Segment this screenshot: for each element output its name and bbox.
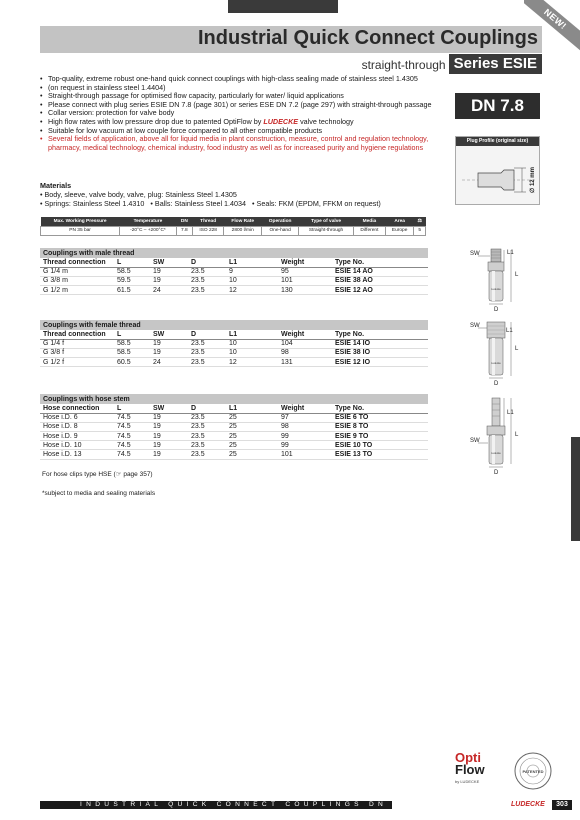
table-cell: 98 xyxy=(278,422,332,431)
table-cell: 23.5 xyxy=(188,450,226,459)
table-row xyxy=(40,339,428,348)
footer-brand: LUDECKE xyxy=(511,801,545,808)
spec-value: -20°C – +200°C* xyxy=(120,226,177,235)
type-number: ESIE 12 AO xyxy=(332,286,428,295)
spec-header: Max. Working Pressure xyxy=(41,217,120,226)
table-cell: 99 xyxy=(278,432,332,441)
column-header: L xyxy=(114,330,150,339)
label-l: L xyxy=(515,346,519,352)
plug-profile-drawing xyxy=(456,146,541,205)
label-sw: SW xyxy=(470,438,480,444)
page-title: Industrial Quick Connect Couplings xyxy=(197,27,538,49)
table-cell: 19 xyxy=(150,413,188,422)
title-bar xyxy=(40,26,542,53)
table-cell: Hose i.D. 9 xyxy=(40,432,114,441)
table-cell: 98 xyxy=(278,348,332,357)
table-cell: 19 xyxy=(150,339,188,348)
table-cell: 25 xyxy=(226,450,278,459)
spec-header: Operation xyxy=(262,217,299,226)
engraving-label: Ludecke xyxy=(491,452,501,455)
table-cell: 74.5 xyxy=(114,432,150,441)
table-cell: 131 xyxy=(278,358,332,367)
table-cell: 12 xyxy=(226,358,278,367)
table-cell: 19 xyxy=(150,276,188,285)
new-badge-label: NEW! xyxy=(524,0,580,54)
table-cell: 10 xyxy=(226,348,278,357)
engraving-label: Ludecke xyxy=(491,362,501,365)
column-header: Weight xyxy=(278,404,332,413)
table-cell: 74.5 xyxy=(114,422,150,431)
table-cell: G 1/2 m xyxy=(40,286,114,295)
dn-badge: DN 7.8 xyxy=(455,93,540,119)
label-l1: L1 xyxy=(506,328,513,334)
section-title: Couplings with female thread xyxy=(40,320,428,330)
label-d: D xyxy=(494,470,499,476)
column-header: D xyxy=(188,404,226,413)
spec-value: Straight-through xyxy=(299,226,354,235)
spec-header: Type of valve xyxy=(299,217,354,226)
table-header-row xyxy=(40,258,428,267)
table-cell: G 1/4 f xyxy=(40,339,114,348)
table-cell: 12 xyxy=(226,286,278,295)
subtitle: straight-through xyxy=(361,58,446,72)
type-number: ESIE 38 IO xyxy=(332,348,428,357)
spec-value: Different xyxy=(353,226,385,235)
table-cell: 23.5 xyxy=(188,339,226,348)
table-cell: 19 xyxy=(150,422,188,431)
type-number: ESIE 14 AO xyxy=(332,267,428,276)
table-cell: 58.5 xyxy=(114,267,150,276)
table-cell: 23.5 xyxy=(188,432,226,441)
table-cell: G 1/4 m xyxy=(40,267,114,276)
table-cell: 99 xyxy=(278,441,332,450)
table-cell: 74.5 xyxy=(114,441,150,450)
type-number: ESIE 9 TO xyxy=(332,432,428,441)
hose-clip-note: For hose clips type HSE (☞ page 357) xyxy=(42,471,153,478)
table-cell: 23.5 xyxy=(188,348,226,357)
table-row xyxy=(40,286,428,295)
type-number: ESIE 38 AO xyxy=(332,276,428,285)
feature-tail: valve technology xyxy=(298,116,354,126)
spec-value: 7.8 xyxy=(176,226,192,235)
plug-profile-panel xyxy=(455,136,540,205)
column-header: Type No. xyxy=(332,404,428,413)
spec-value: ISO 228 xyxy=(192,226,223,235)
table-cell: 24 xyxy=(150,286,188,295)
spec-header: Temperature xyxy=(120,217,177,226)
spec-value: 5 xyxy=(414,226,426,235)
table-cell: 23.5 xyxy=(188,358,226,367)
table-cell: 24 xyxy=(150,358,188,367)
materials-springs: • Springs: Stainless Steel 1.4310 xyxy=(40,199,144,208)
female-coupling-drawing xyxy=(470,318,536,386)
feature-item: • Collar version: protection for valve body xyxy=(40,109,440,118)
plug-profile-header: Plug Profile (original size) xyxy=(456,137,539,146)
table-cell: 23.5 xyxy=(188,422,226,431)
spec-header: Thread xyxy=(192,217,223,226)
feature-list xyxy=(40,75,440,152)
table-header-row xyxy=(40,330,428,339)
column-header: L1 xyxy=(226,258,278,267)
column-header: Thread connection xyxy=(40,258,114,267)
column-header: Thread connection xyxy=(40,330,114,339)
table-row xyxy=(40,450,428,459)
table-cell: 61.5 xyxy=(114,286,150,295)
materials-seals: • Seals: FKM (EPDM, FFKM on request) xyxy=(252,199,381,208)
table-cell: 19 xyxy=(150,432,188,441)
materials-heading: Materials xyxy=(40,181,72,190)
table-cell: 23.5 xyxy=(188,276,226,285)
materials-section xyxy=(40,181,440,208)
table-cell: 10 xyxy=(226,339,278,348)
label-sw: SW xyxy=(470,323,480,329)
page-number: 303 xyxy=(552,800,572,810)
column-header: SW xyxy=(150,330,188,339)
table-cell: 19 xyxy=(150,267,188,276)
hose-stem-table xyxy=(40,394,428,460)
feature-item-cont: • (on request in stainless steel 1.4404) xyxy=(40,84,440,93)
label-l: L xyxy=(515,432,519,438)
table-row xyxy=(40,413,428,422)
plug-profile-dimension: ∅ 12 mm xyxy=(530,167,536,193)
spec-header: Media xyxy=(353,217,385,226)
table-cell: 9 xyxy=(226,267,278,276)
spec-header: DN xyxy=(176,217,192,226)
feature-item: • Suitable for low vacuum at low couple force compared to all other compatible products xyxy=(40,127,440,136)
column-header: SW xyxy=(150,258,188,267)
type-number: ESIE 12 IO xyxy=(332,358,428,367)
feature-item: • Please connect with plug series ESIE DN 7.8 (page 301) or series ESE DN 7.2 (page 297) with straight-through passage xyxy=(40,101,440,110)
table-row xyxy=(40,276,428,285)
section-title: Couplings with male thread xyxy=(40,248,428,258)
table-cell: 23.5 xyxy=(188,286,226,295)
feature-item-applications: • Several fields of application, above all for liquid media in plant construction, measure, control and regulation technology, pharmacy, medical technology, chemical industry, food industry as well as for increased purity and hygiene regulations xyxy=(40,135,440,152)
spec-header: Flow Rate xyxy=(224,217,262,226)
column-header: L xyxy=(114,404,150,413)
table-cell: 101 xyxy=(278,450,332,459)
logo-by: by LUDECKE xyxy=(455,779,480,784)
spec-table xyxy=(40,217,426,236)
male-thread-table xyxy=(40,248,428,295)
table-cell: 23.5 xyxy=(188,441,226,450)
column-header: Type No. xyxy=(332,330,428,339)
feature-item: • Straight-through passage for optimised flow capacity, particularly for water/ liquid applications xyxy=(40,92,440,101)
spec-value: 2800 l/min xyxy=(224,226,262,235)
logo-flow: Flow xyxy=(455,762,485,777)
table-cell: Hose i.D. 10 xyxy=(40,441,114,450)
table-cell: 60.5 xyxy=(114,358,150,367)
table-cell: 101 xyxy=(278,276,332,285)
column-header: Weight xyxy=(278,330,332,339)
table-cell: 130 xyxy=(278,286,332,295)
table-cell: Hose i.D. 6 xyxy=(40,413,114,422)
optiflow-logo xyxy=(455,748,555,798)
column-header: Hose connection xyxy=(40,404,114,413)
optiflow-wordmark xyxy=(455,752,485,788)
column-header: D xyxy=(188,330,226,339)
female-thread-table xyxy=(40,320,428,367)
table-cell: 19 xyxy=(150,441,188,450)
table-cell: 23.5 xyxy=(188,267,226,276)
table-row xyxy=(40,432,428,441)
patented-text: PATENTED xyxy=(522,769,544,774)
label-d: D xyxy=(494,381,499,386)
table-cell: G 3/8 f xyxy=(40,348,114,357)
logo-opti: Opti xyxy=(455,750,481,765)
table-cell: 23.5 xyxy=(188,413,226,422)
table-row xyxy=(40,422,428,431)
table-cell: 74.5 xyxy=(114,413,150,422)
column-header: Type No. xyxy=(332,258,428,267)
table-cell: 104 xyxy=(278,339,332,348)
label-l1: L1 xyxy=(507,410,514,416)
column-header: L1 xyxy=(226,330,278,339)
footer-bar: INDUSTRIAL QUICK CONNECT COUPLINGS DN 7.8 xyxy=(40,801,392,809)
spec-header-row xyxy=(41,217,426,226)
column-header: D xyxy=(188,258,226,267)
table-cell: Hose i.D. 13 xyxy=(40,450,114,459)
series-label: Series ESIE xyxy=(449,54,542,74)
table-header-row xyxy=(40,404,428,413)
table-cell: 95 xyxy=(278,267,332,276)
brand-inline: LUDECKE xyxy=(263,116,299,126)
spec-value: PN 35 bar xyxy=(41,226,120,235)
table-row xyxy=(40,441,428,450)
type-number: ESIE 10 TO xyxy=(332,441,428,450)
spec-header: Area xyxy=(385,217,413,226)
table-cell: 25 xyxy=(226,413,278,422)
patented-seal-icon xyxy=(513,751,553,791)
footnote: *subject to media and sealing materials xyxy=(42,490,156,497)
table-cell: Hose i.D. 8 xyxy=(40,422,114,431)
section-title: Couplings with hose stem xyxy=(40,394,428,404)
label-l: L xyxy=(515,272,519,278)
table-cell: 58.5 xyxy=(114,339,150,348)
engraving-label: Ludecke xyxy=(491,288,501,291)
label-l1: L1 xyxy=(507,250,514,256)
table-cell: 19 xyxy=(150,450,188,459)
top-tab xyxy=(228,0,338,13)
materials-balls: • Balls: Stainless Steel 1.4034 xyxy=(150,199,246,208)
type-number: ESIE 14 IO xyxy=(332,339,428,348)
table-cell: 25 xyxy=(226,422,278,431)
table-cell: 97 xyxy=(278,413,332,422)
type-number: ESIE 8 TO xyxy=(332,422,428,431)
male-coupling-drawing xyxy=(470,246,536,312)
table-cell: 58.5 xyxy=(114,348,150,357)
table-row xyxy=(40,348,428,357)
spec-value-row xyxy=(41,226,426,235)
column-header: L1 xyxy=(226,404,278,413)
table-cell: 59.5 xyxy=(114,276,150,285)
side-index-tab xyxy=(571,437,580,541)
feature-text: High flow rates with low pressure drop due to patented OptiFlow by xyxy=(48,116,262,126)
column-header: L xyxy=(114,258,150,267)
table-cell: 74.5 xyxy=(114,450,150,459)
column-header: Weight xyxy=(278,258,332,267)
materials-body: • Body, sleeve, valve body, valve, plug: Stainless Steel 1.4305 xyxy=(40,190,440,199)
table-cell: 19 xyxy=(150,348,188,357)
table-cell: G 1/2 f xyxy=(40,358,114,367)
table-cell: 10 xyxy=(226,276,278,285)
materials-row xyxy=(40,199,440,208)
spec-value: One-hand xyxy=(262,226,299,235)
feature-item: • Top-quality, extreme robust one-hand quick connect couplings with high-class sealing made of stainless steel 1.4305 xyxy=(40,75,440,84)
type-number: ESIE 13 TO xyxy=(332,450,428,459)
table-row xyxy=(40,358,428,367)
table-cell: 25 xyxy=(226,441,278,450)
table-row xyxy=(40,267,428,276)
label-sw: SW xyxy=(470,251,480,257)
spec-value: Europe xyxy=(385,226,413,235)
subtitle-row xyxy=(362,54,542,74)
label-d: D xyxy=(494,307,499,312)
table-cell: G 3/8 m xyxy=(40,276,114,285)
weight-icon: ⚖ xyxy=(414,217,426,226)
hose-coupling-drawing xyxy=(470,396,536,476)
column-header: SW xyxy=(150,404,188,413)
type-number: ESIE 6 TO xyxy=(332,413,428,422)
table-cell: 25 xyxy=(226,432,278,441)
